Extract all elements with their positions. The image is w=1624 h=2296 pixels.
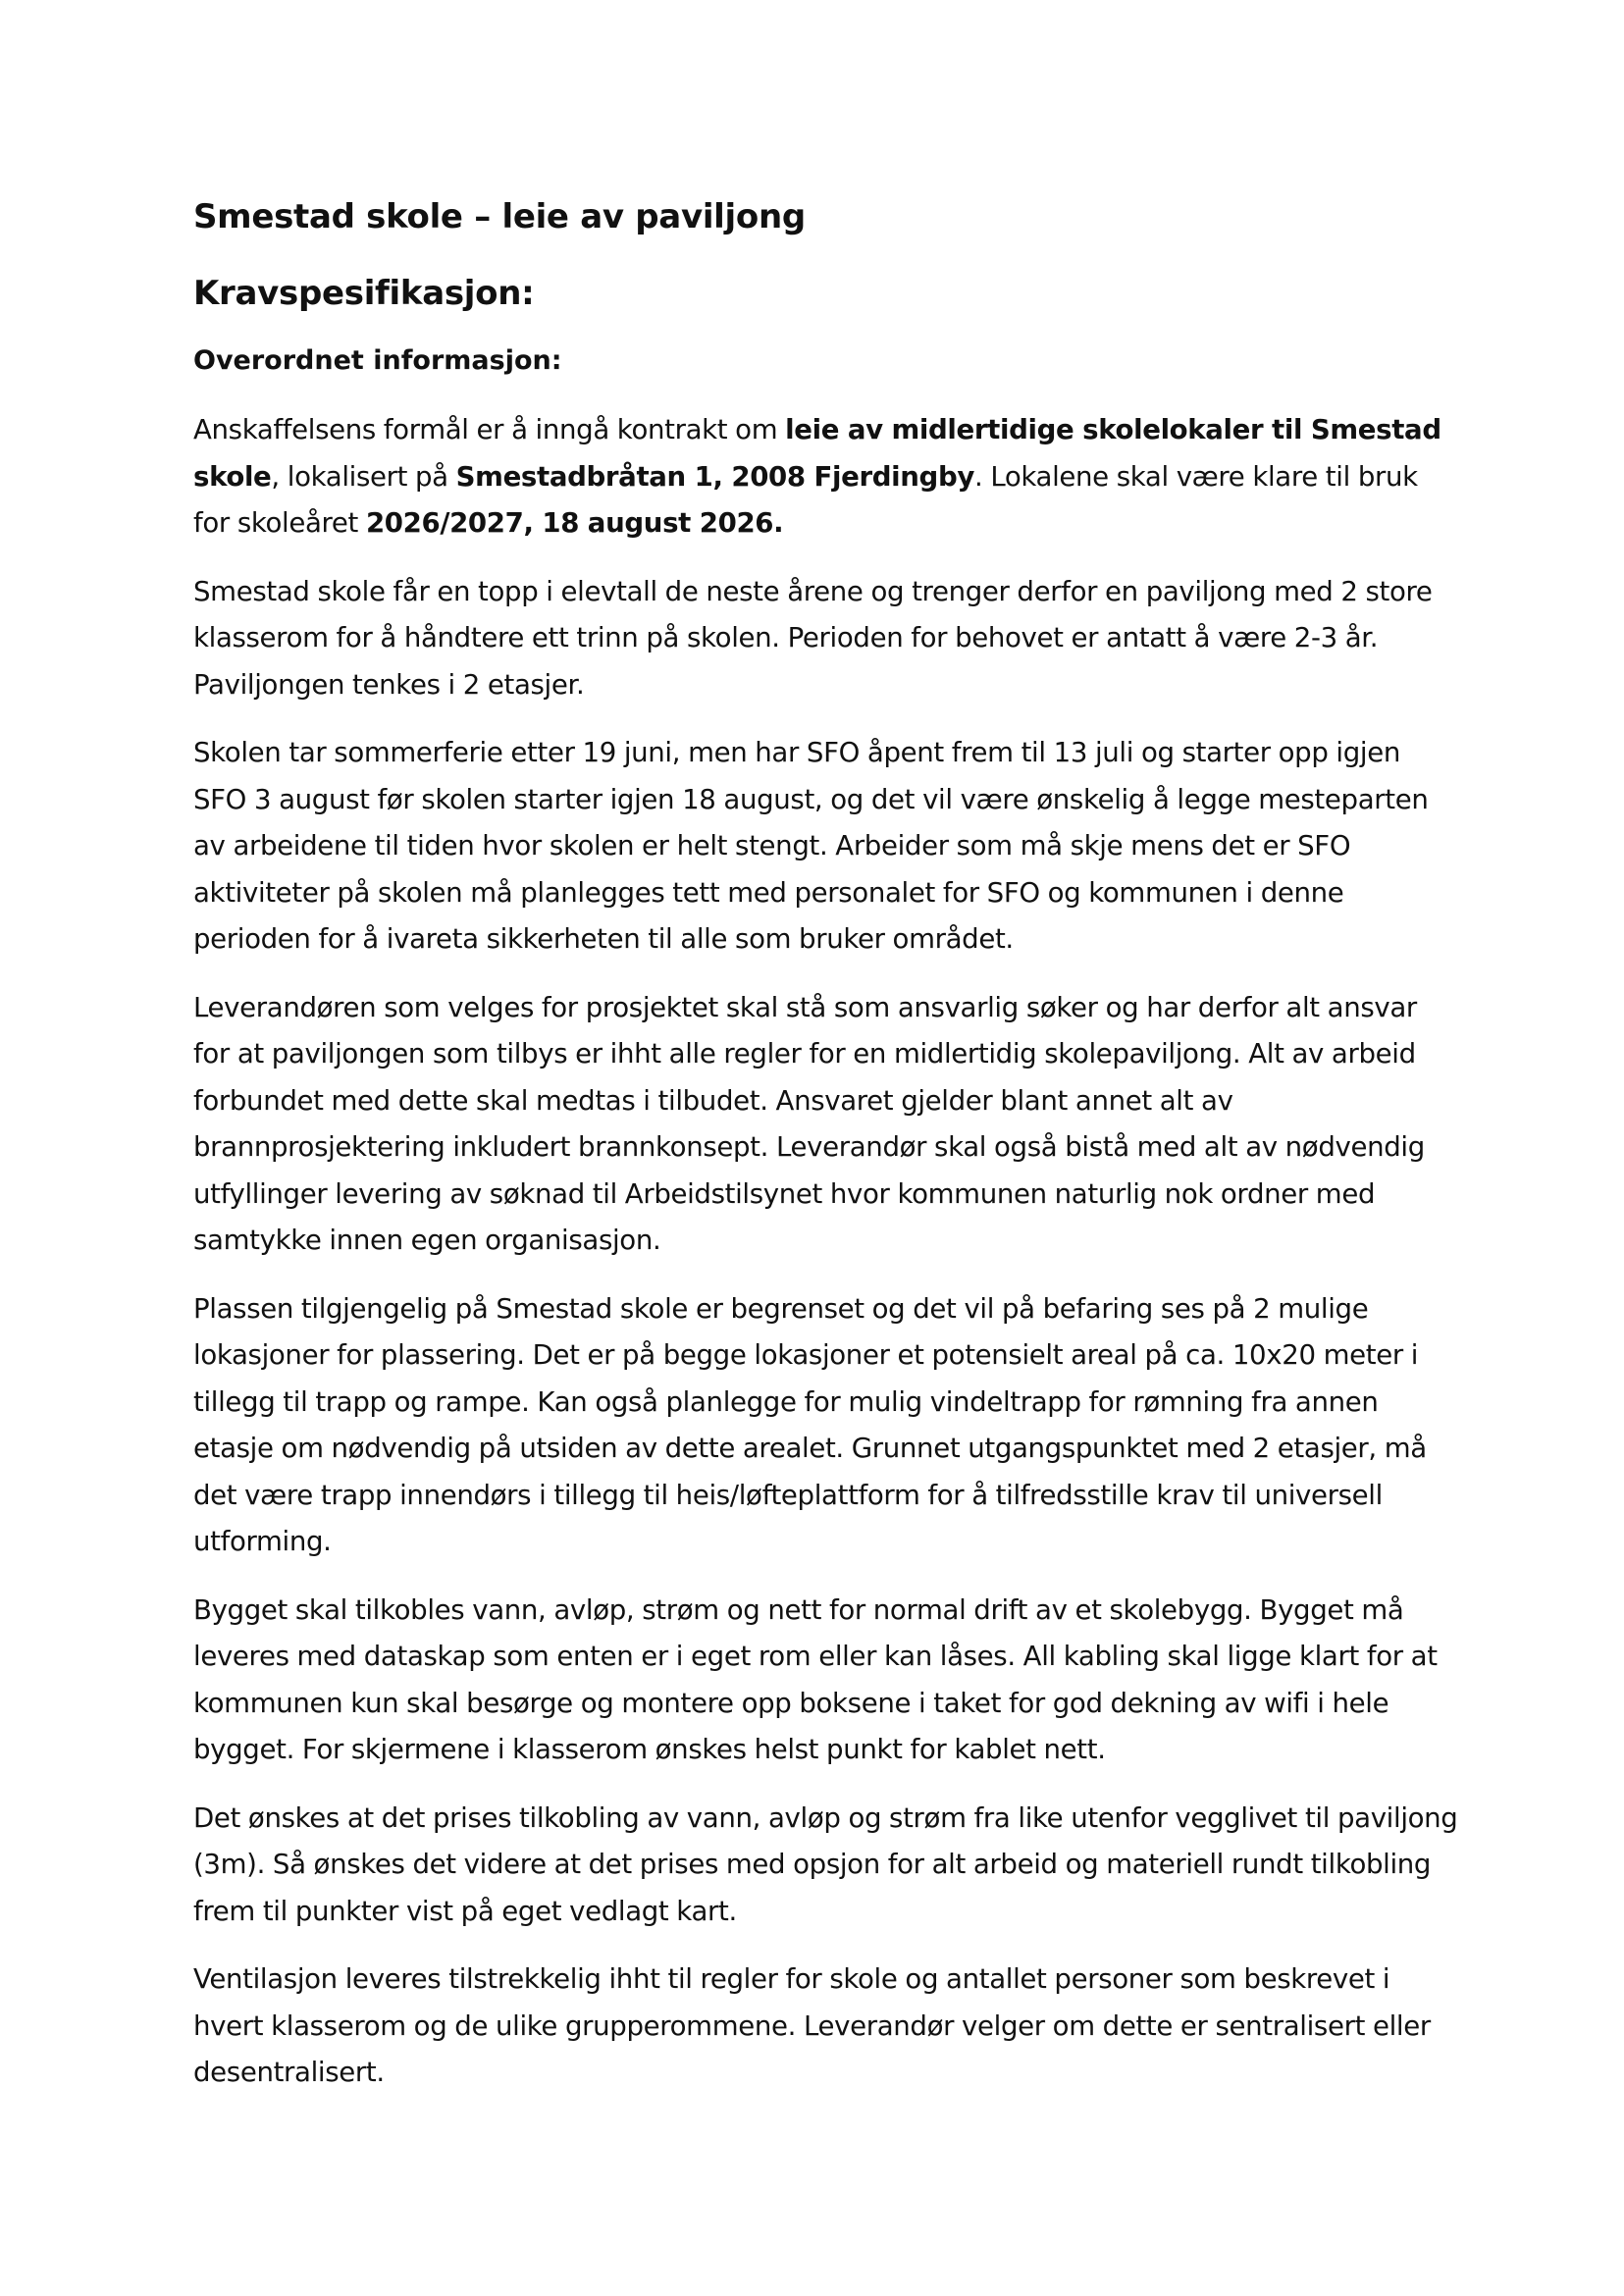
paragraph-ansvarlig-soker: Leverandøren som velges for prosjektet skal stå som ansvarlig søker og har derfor alt ansvar for at paviljongen som tilbys er ihht alle regler for en midlertidig skolepaviljong. Alt av arbeid forbundet med dette skal medtas i tilbudet. Ansvaret gjelder blant annet alt av brannprosjektering inkludert brannkonsept. Leverandør skal også bistå med alt av nødvendig utfyllinger levering av søknad til Arbeidstilsynet hvor kommunen naturlig nok ordner med samtykke innen egen organisasjon. [193,990,1425,1256]
intro-text-1: Anskaffelsens formål er å inngå kontrakt om [193,413,786,445]
paragraph-prising-tilkobling: Det ønskes at det prises tilkobling av vann, avløp og strøm fra like utenfor vegglivet til paviljong (3m). Så ønskes det videre at det prises med opsjon for alt arbeid og materiell rundt tilkobling frem til punkter vist på eget vedlagt kart. [193,1800,1458,1927]
section-heading: Overordnet informasjon: [193,345,562,376]
document-subtitle: Kravspesifikasjon: [193,274,535,313]
intro-text-3: . Lokalene skal være klare til bruk for skoleåret [193,459,1418,539]
paragraph-elevtall: Smestad skole får en topp i elevtall de neste årene og trenger derfor en paviljong med 2 store klasserom for å håndtere ett trinn på skolen. Perioden for behovet er antatt å være 2-3 år. Paviljongen tenkes i 2 etasjer. [193,574,1433,701]
intro-text-2: , lokalisert på [271,459,456,493]
intro-paragraph [193,406,1459,547]
paragraph-ventilasjon: Ventilasjon leveres tilstrekkelig ihht til regler for skole og antallet personer som beskrevet i hvert klasserom og de ulike grupperommene. Leverandør velger om dette er sentralisert eller desentralisert. [193,1962,1431,2088]
paragraph-plassering: Plassen tilgjengelig på Smestad skole er begrenset og det vil på befaring ses på 2 mulige lokasjoner for plassering. Det er på begge lokasjoner et potensielt areal på ca. 10x20 meter i tillegg til trapp og rampe. Kan også planlegge for mulig vindeltrapp for rømning fra annen etasje om nødvendig på utsiden av dette arealet. Grunnet utgangspunktet med 2 etasjer, må det være trapp innendørs i tillegg til heis/løfteplattform for å tilfredsstille krav til universell utforming. [193,1291,1427,1557]
paragraph-sommerferie: Skolen tar sommerferie etter 19 juni, men har SFO åpent frem til 13 juli og starter opp igjen SFO 3 august før skolen starter igjen 18 august, og det vil være ønskelig å legge mesteparten av arbeidene til tiden hvor skolen er helt stengt. Arbeider som må skje mens det er SFO aktiviteter på skolen må planlegges tett med personalet for SFO og kommunen i denne perioden for å ivareta sikkerheten til alle som bruker området. [193,736,1429,955]
intro-bold-1: leie av midlertidige skolelokaler til Smestad skole [193,413,1441,493]
intro-bold-3: 2026/2027, 18 august 2026. [365,506,784,539]
paragraph-tilkobling-bygg: Bygget skal tilkobles vann, avløp, strøm og nett for normal drift av et skolebygg. Bygget må leveres med dataskap som enten er i eget rom eller kan låses. All kabling skal ligge klart for at kommunen kun skal besørge og montere opp boksene i taket for god dekning av wifi i hele bygget. For skjermene i klasserom ønskes helst punkt for kablet nett. [193,1592,1438,1765]
document-page [193,192,1459,2117]
document-title: Smestad skole – leie av paviljong [193,197,806,236]
intro-bold-2: Smestadbråtan 1, 2008 Fjerdingby [455,459,974,493]
